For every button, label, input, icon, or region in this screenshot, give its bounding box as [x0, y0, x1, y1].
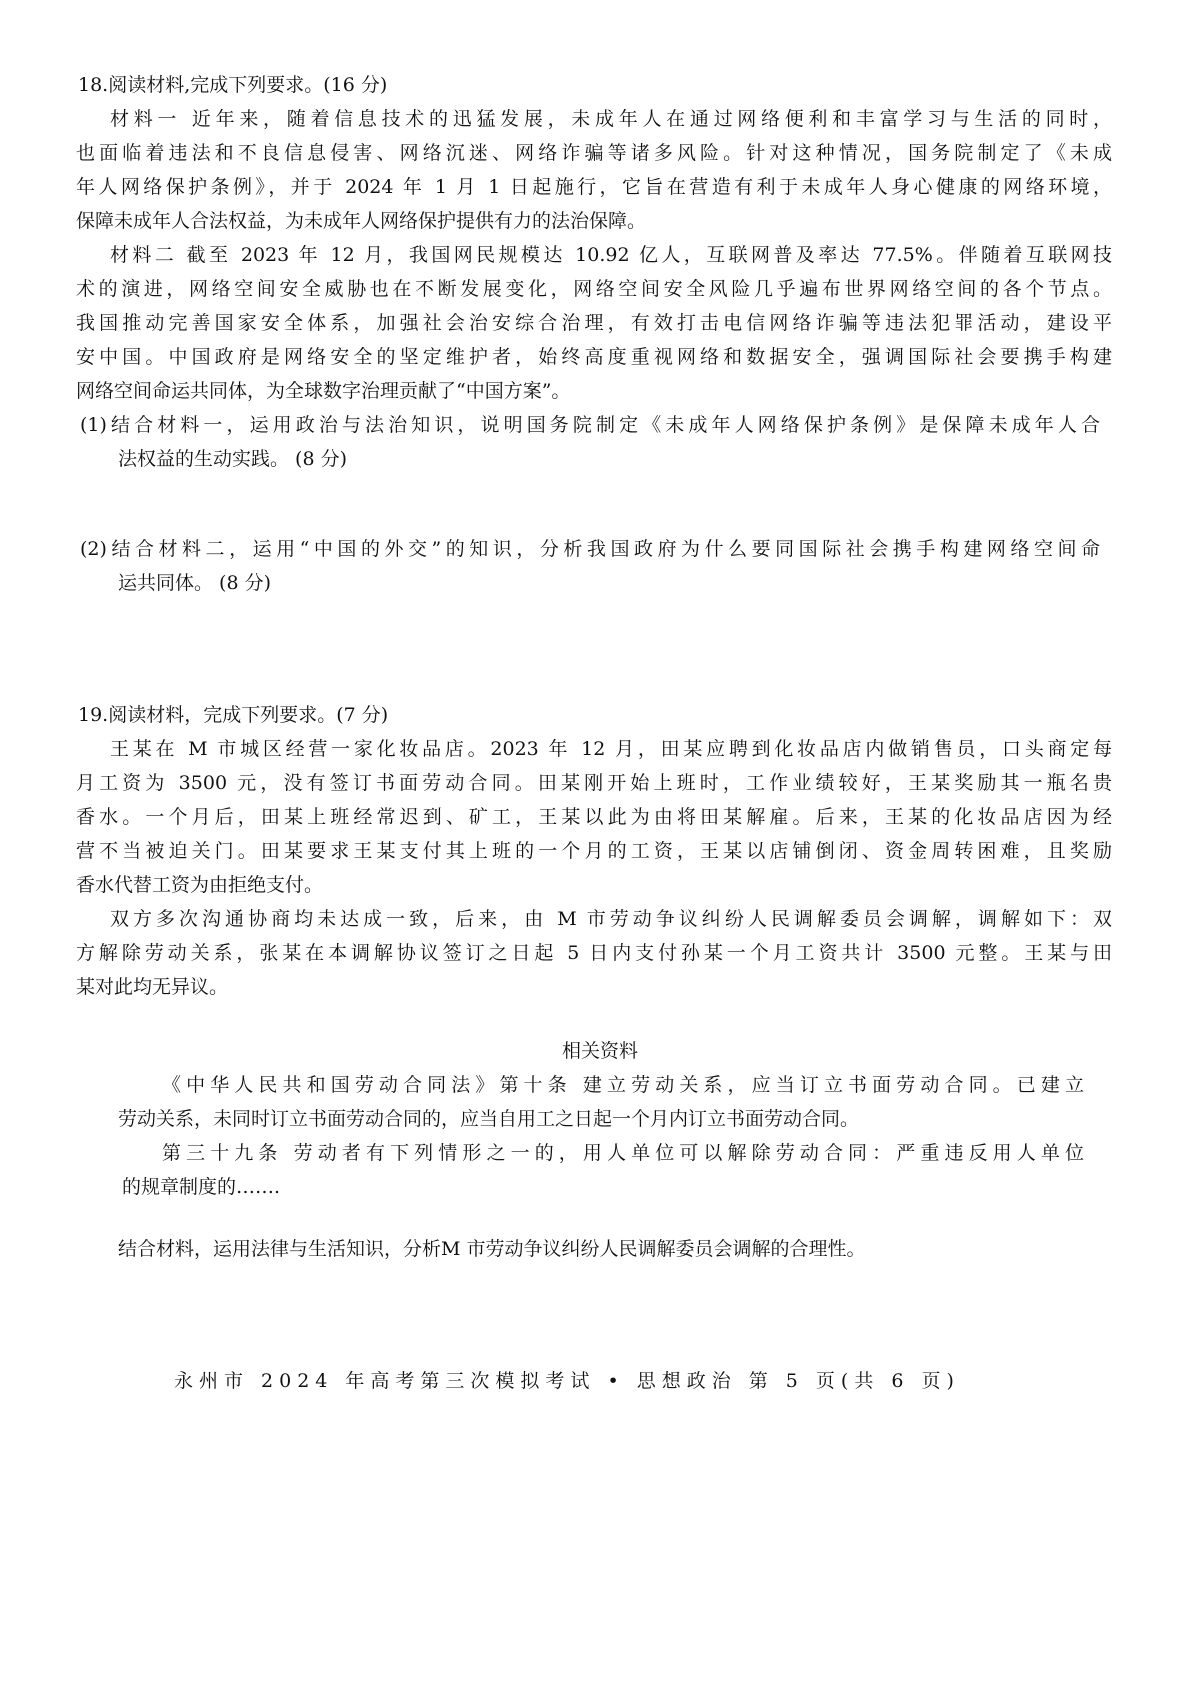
q18-sub1-line: (1)结合材料一，运用政治与法治知识，说明国务院制定《未成年人网络保护条例》是保障未成年人合	[80, 414, 1100, 436]
q19-para2-line: 方解除劳动关系，张某在本调解协议签订之日起 5 日内支付孙某一个月工资共计 3500 元整。王某与田	[76, 942, 1112, 964]
reference-line: 的规章制度的…….	[122, 1176, 281, 1198]
q19-para1-line: 香水代替工资为由拒绝支付。	[76, 874, 324, 896]
reference-title: 相关资料	[561, 1040, 638, 1062]
q18-material1-line: 也面临着违法和不良信息侵害、网络沉迷、网络诈骗等诸多风险。针对这种情况，国务院制定了《未成	[76, 142, 1112, 164]
q18-material2-line: 我国推动完善国家安全体系，加强社会治安综合治理，有效打击电信网络诈骗等违法犯罪活动，建设平	[76, 312, 1112, 334]
reference-line: 劳动关系，未同时订立书面劳动合同的，应当自用工之日起一个月内订立书面劳动合同。	[118, 1108, 860, 1130]
q19-para1-line: 营不当被迫关门。田某要求王某支付其上班的一个月的工资，王某以店铺倒闭、资金周转困难，且奖励	[76, 840, 1112, 862]
q18-material2-line: 材料二 截至 2023 年 12 月，我国网民规模达 10.92 亿人，互联网普及率达 77.5%。伴随着互联网技	[110, 244, 1112, 266]
reference-line: 第三十九条 劳动者有下列情形之一的，用人单位可以解除劳动合同：严重违反用人单位	[162, 1142, 1084, 1164]
q18-material2-line: 安中国。中国政府是网络安全的坚定维护者，始终高度重视网络和数据安全，强调国际社会要携手构建	[76, 346, 1112, 368]
q18-sub2-line: 运共同体。 (8 分)	[118, 572, 271, 594]
q18-sub2-line: (2)结合材料二，运用“中国的外交”的知识，分析我国政府为什么要同国际社会携手构建网络空间命	[80, 538, 1100, 560]
q18-heading: 18.阅读材料,完成下列要求。(16 分)	[78, 74, 388, 96]
q18-material2-line: 术的演进，网络空间安全威胁也在不断发展变化，网络空间安全风险几乎遍布世界网络空间的各个节点。	[76, 278, 1112, 300]
q19-para2-line: 某对此均无异议。	[76, 976, 229, 998]
q19-para1-line: 王某在 M 市城区经营一家化妆品店。2023 年 12 月，田某应聘到化妆品店内做销售员，口头商定每	[110, 738, 1112, 760]
q19-para2-line: 双方多次沟通协商均未达成一致，后来，由 M 市劳动争议纠纷人民调解委员会调解，调解如下：双	[110, 908, 1112, 930]
q19-para1-line: 月工资为 3500 元，没有签订书面劳动合同。田某刚开始上班时，工作业绩较好，王某奖励其一瓶名贵	[76, 772, 1112, 794]
q19-para1-line: 香水。一个月后，田某上班经常迟到、矿工，王某以此为由将田某解雇。后来，王某的化妆品店因为经	[76, 806, 1112, 828]
reference-line: 《中华人民共和国劳动合同法》第十条 建立劳动关系，应当订立书面劳动合同。已建立	[162, 1074, 1084, 1096]
q18-material2-line: 网络空间命运共同体，为全球数字治理贡献了“中国方案”。	[76, 380, 571, 402]
q18-material1-line: 年人网络保护条例》，并于 2024 年 1 月 1 日起施行，它旨在营造有利于未成年人身心健康的网络环境，	[76, 176, 1112, 198]
q19-task: 结合材料，运用法律与生活知识，分析M 市劳动争议纠纷人民调解委员会调解的合理性。	[118, 1238, 866, 1260]
q18-material1-line: 保障未成年人合法权益，为未成年人网络保护提供有力的法治保障。	[76, 210, 647, 232]
page-footer: 永州市 2024 年高考第三次模拟考试 • 思想政治 第 5 页(共 6 页)	[174, 1370, 960, 1392]
q18-sub1-line: 法权益的生动实践。 (8 分)	[118, 448, 347, 470]
q18-material1-line: 材料一 近年来，随着信息技术的迅猛发展，未成年人在通过网络便利和丰富学习与生活的同时，	[110, 108, 1112, 130]
q19-heading: 19.阅读材料，完成下列要求。(7 分)	[78, 704, 389, 726]
